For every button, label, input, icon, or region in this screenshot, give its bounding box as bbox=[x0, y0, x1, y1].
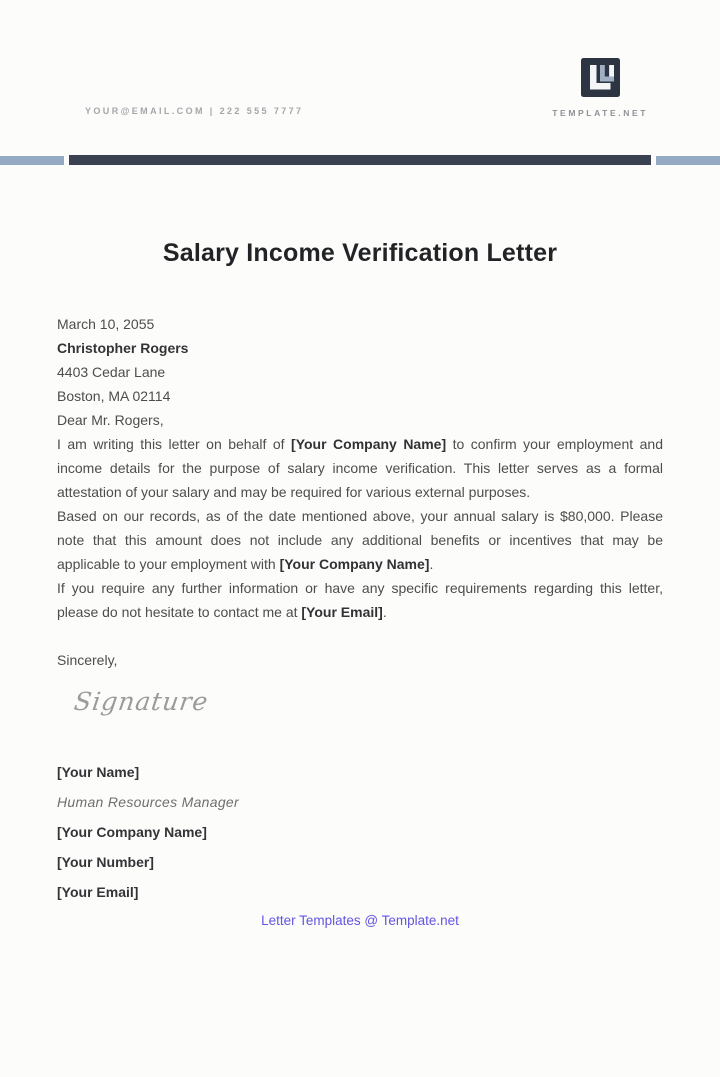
salutation: Dear Mr. Rogers, bbox=[57, 412, 164, 428]
recipient-address-line2: Boston, MA 02114 bbox=[57, 388, 171, 404]
divider-left-accent bbox=[0, 156, 64, 165]
letter-date: March 10, 2055 bbox=[57, 316, 155, 332]
letter-page bbox=[0, 58, 720, 1077]
signer-email: [Your Email] bbox=[57, 884, 139, 900]
recipient-name: Christopher Rogers bbox=[57, 340, 189, 356]
divider-bar bbox=[0, 155, 720, 165]
brand-name: TEMPLATE.NET bbox=[552, 108, 648, 118]
closing: Sincerely, bbox=[57, 652, 118, 668]
signer-number: [Your Number] bbox=[57, 854, 154, 870]
paragraph-3-text: If you require any further information or have any specific requirements regarding this letter, please do not hesitate to contact me at bbox=[57, 580, 663, 620]
company-name-placeholder: [Your Company Name] bbox=[291, 436, 447, 452]
paragraph-3 bbox=[57, 576, 663, 624]
brand-block bbox=[552, 58, 648, 118]
divider-center bbox=[69, 155, 651, 165]
page-title: Salary Income Verification Letter bbox=[162, 239, 558, 267]
letter-body bbox=[57, 312, 663, 903]
recipient-address-line1: 4403 Cedar Lane bbox=[57, 364, 166, 380]
paragraph-1-text-after: to confirm your employment and income details for the purpose of salary income verification. This letter serves as a formal attestation of your salary and may be required for various external purposes. bbox=[57, 436, 663, 500]
paragraph-2-text-after: . bbox=[429, 556, 434, 572]
signature-block bbox=[57, 762, 663, 903]
letterhead bbox=[0, 58, 720, 118]
template-net-footer-link[interactable]: Letter Templates @ Template.net bbox=[261, 913, 459, 928]
footer bbox=[0, 912, 720, 930]
paragraph-2-text: Based on our records, as of the date mentioned above, your annual salary is $80,000. Please note that this amount does not include any additional benefits or incentives that may be applicable to your employment with bbox=[57, 508, 663, 572]
paragraph-1-text: I am writing this letter on behalf of bbox=[57, 436, 292, 452]
email-placeholder: [Your Email] bbox=[301, 604, 383, 620]
contact-info: YOUR@EMAIL.COM | 222 555 7777 bbox=[85, 106, 304, 116]
paragraph-2 bbox=[57, 504, 663, 576]
divider-right-accent bbox=[656, 156, 720, 165]
paragraph-1 bbox=[57, 432, 663, 504]
paragraph-3-text-after: . bbox=[382, 604, 387, 620]
signer-job-title: Human Resources Manager bbox=[57, 794, 239, 810]
signer-company: [Your Company Name] bbox=[57, 824, 207, 840]
signer-name: [Your Name] bbox=[57, 764, 140, 780]
letter-content bbox=[0, 239, 720, 903]
company-name-placeholder: [Your Company Name] bbox=[279, 556, 430, 572]
signature-image: Signature bbox=[72, 687, 211, 716]
template-net-logo-icon bbox=[581, 58, 620, 97]
